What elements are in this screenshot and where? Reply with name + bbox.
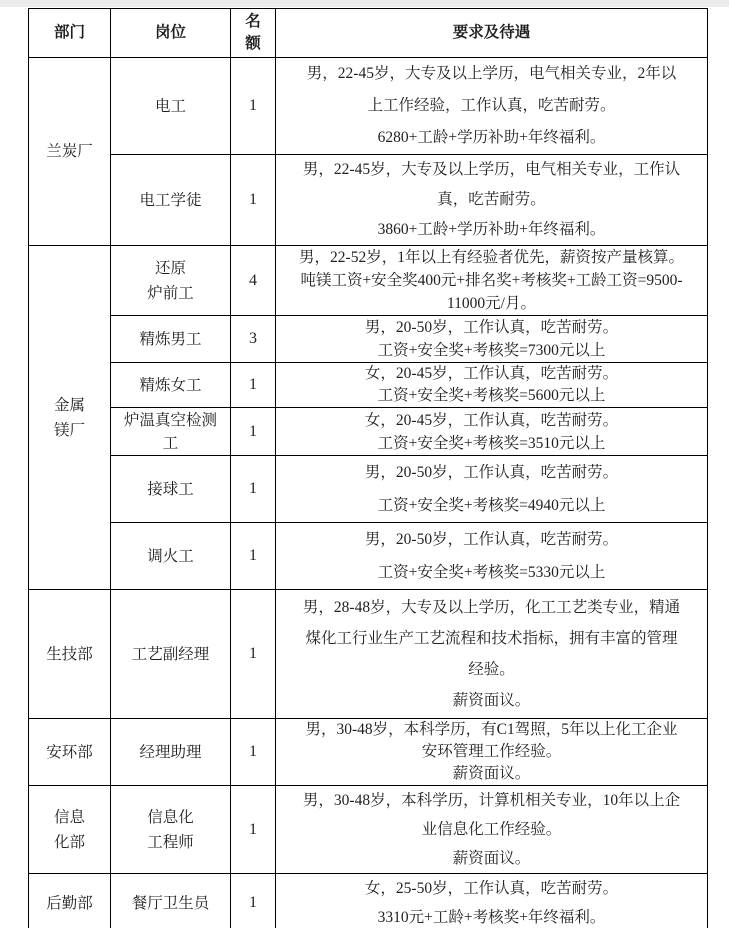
header-quota-label-line: 名 — [245, 13, 261, 30]
table-row — [29, 874, 708, 928]
department-label: 生技部 — [46, 645, 93, 663]
requirements-cell — [276, 408, 708, 456]
requirement-line: 薪资面议。 — [452, 765, 531, 782]
requirement-line: 工资+安全奖+考核奖=5330元以上 — [377, 564, 606, 581]
position-cell — [111, 590, 231, 719]
header-cell-requirements — [276, 9, 708, 58]
requirement-line: 安环管理工作经验。 — [421, 743, 562, 760]
position-label: 餐厅卫生员 — [131, 894, 210, 912]
requirement-line: 男，22-45岁，大专及以上学历，电气相关专业，工作认 — [302, 161, 681, 178]
requirement-line: 11000元/月。 — [447, 295, 536, 312]
position-cell — [111, 246, 231, 316]
department-cell — [29, 874, 111, 928]
department-label: 化部 — [53, 833, 85, 851]
department-label: 镁厂 — [53, 421, 85, 439]
quota-value: 1 — [249, 547, 257, 564]
requirement-line: 吨镁工资+安全奖400元+排名奖+考核奖+工龄工资=9500- — [300, 272, 683, 289]
position-cell — [111, 363, 231, 408]
requirements-cell — [276, 246, 708, 316]
position-cell — [111, 874, 231, 928]
table-row — [29, 786, 708, 874]
requirement-line: 男，20-50岁，工作认真，吃苦耐劳。 — [364, 319, 619, 336]
requirements-cell — [276, 58, 708, 155]
requirement-line: 工资+安全奖+考核奖=4940元以上 — [377, 497, 606, 514]
header-cell-quota — [231, 9, 276, 58]
position-label: 接球工 — [147, 480, 194, 498]
table-row — [29, 456, 708, 523]
position-label: 精炼女工 — [139, 376, 202, 394]
position-label: 工艺副经理 — [131, 645, 210, 663]
requirements-cell — [276, 719, 708, 786]
top-strip — [0, 0, 729, 7]
position-cell — [111, 786, 231, 874]
position-cell — [111, 408, 231, 456]
requirement-line: 女，20-45岁，工作认真，吃苦耐劳。 — [364, 365, 619, 382]
quota-cell — [231, 246, 276, 316]
quota-cell — [231, 408, 276, 456]
quota-cell — [231, 786, 276, 874]
requirement-line: 工资+安全奖+考核奖=5600元以上 — [377, 387, 606, 404]
quota-value: 3 — [249, 330, 257, 347]
requirements-cell — [276, 363, 708, 408]
table-row — [29, 719, 708, 786]
department-cell — [29, 58, 111, 246]
position-cell — [111, 523, 231, 590]
position-label: 精炼男工 — [139, 330, 202, 348]
department-cell — [29, 786, 111, 874]
requirement-line: 男，30-48岁，本科学历，计算机相关专业，10年以上企 — [302, 792, 681, 809]
recruitment-table — [28, 8, 708, 928]
requirement-line: 上工作经验，工作认真，吃苦耐劳。 — [367, 97, 616, 114]
position-label: 工程师 — [147, 833, 194, 851]
position-label: 电工学徒 — [139, 191, 202, 209]
requirement-line: 工资+安全奖+考核奖=3510元以上 — [377, 434, 606, 452]
requirement-line: 男，20-50岁，工作认真，吃苦耐劳。 — [364, 531, 619, 548]
requirement-line: 煤化工行业生产工艺流程和技术指标，拥有丰富的管理 — [305, 630, 678, 647]
requirement-line: 业信息化工作经验。 — [421, 821, 562, 838]
quota-value: 1 — [249, 191, 257, 208]
position-label: 经理助理 — [139, 743, 202, 761]
quota-value: 1 — [249, 97, 257, 114]
position-label: 炉温真空检测 — [123, 411, 217, 429]
table-row — [29, 58, 708, 155]
department-label: 安环部 — [46, 743, 93, 761]
header-cell-position — [111, 9, 231, 58]
header-requirements-label: 要求及待遇 — [452, 24, 531, 41]
table-row — [29, 316, 708, 363]
requirements-cell — [276, 590, 708, 719]
position-cell — [111, 155, 231, 246]
quota-value: 1 — [249, 645, 257, 662]
department-cell — [29, 246, 111, 590]
requirement-line: 6280+工龄+学历补助+年终福利。 — [377, 129, 606, 146]
quota-value: 1 — [249, 894, 257, 911]
table-row — [29, 590, 708, 719]
table-row — [29, 523, 708, 590]
position-label: 信息化 — [147, 808, 194, 826]
quota-cell — [231, 523, 276, 590]
requirement-line: 真，吃苦耐劳。 — [437, 191, 546, 208]
position-cell — [111, 719, 231, 786]
requirement-line: 薪资面议。 — [452, 692, 531, 709]
quota-value: 1 — [249, 480, 257, 497]
requirements-cell — [276, 786, 708, 874]
quota-cell — [231, 363, 276, 408]
header-position-label: 岗位 — [154, 24, 186, 41]
requirement-line: 男，20-50岁，工作认真，吃苦耐劳。 — [364, 464, 619, 481]
quota-cell — [231, 58, 276, 155]
requirement-line: 工资+安全奖+考核奖=7300元以上 — [377, 342, 606, 359]
table-row — [29, 155, 708, 246]
quota-value: 1 — [249, 743, 257, 760]
requirement-line: 女，20-45岁，工作认真，吃苦耐劳。 — [364, 411, 619, 429]
department-label: 后勤部 — [46, 894, 93, 912]
quota-value: 4 — [249, 271, 257, 289]
requirement-line: 男，28-48岁，大专及以上学历，化工工艺类专业，精通 — [302, 599, 681, 616]
position-cell — [111, 58, 231, 155]
header-cell-department — [29, 9, 111, 58]
table-row — [29, 363, 708, 408]
position-cell — [111, 316, 231, 363]
department-cell — [29, 719, 111, 786]
requirement-line: 男，22-45岁，大专及以上学历，电气相关专业，2年以 — [306, 65, 677, 82]
position-label: 还原 — [154, 259, 186, 277]
department-label: 信息 — [53, 808, 85, 826]
quota-value: 1 — [249, 376, 257, 393]
table-header-row — [29, 9, 708, 58]
position-label: 电工 — [154, 97, 186, 115]
requirement-line: 经验。 — [468, 661, 515, 678]
quota-cell — [231, 874, 276, 928]
position-label: 工 — [162, 434, 179, 452]
quota-cell — [231, 155, 276, 246]
requirement-line: 3310元+工龄+考核奖+年终福利。 — [377, 909, 606, 926]
requirement-line: 3860+工龄+学历补助+年终福利。 — [377, 221, 606, 238]
department-label: 金属 — [53, 396, 85, 414]
quota-value: 1 — [249, 422, 257, 440]
quota-value: 1 — [249, 820, 257, 838]
table-row — [29, 408, 708, 456]
quota-cell — [231, 316, 276, 363]
position-label: 炉前工 — [147, 284, 194, 302]
department-cell — [29, 590, 111, 719]
department-label: 兰炭厂 — [46, 143, 93, 160]
requirements-cell — [276, 316, 708, 363]
table-row — [29, 246, 708, 316]
header-department-label: 部门 — [53, 24, 85, 41]
requirements-cell — [276, 456, 708, 523]
requirement-line: 男，22-52岁，1年以上有经验者优先，薪资按产量核算。 — [299, 249, 684, 266]
quota-cell — [231, 719, 276, 786]
requirements-cell — [276, 523, 708, 590]
requirements-cell — [276, 155, 708, 246]
requirement-line: 薪资面议。 — [452, 850, 531, 867]
position-label: 调火工 — [147, 547, 194, 565]
requirement-line: 女，25-50岁，工作认真，吃苦耐劳。 — [364, 880, 619, 897]
position-cell — [111, 456, 231, 523]
requirements-cell — [276, 874, 708, 928]
requirement-line: 男，30-48岁，本科学历，有C1驾照，5年以上化工企业 — [305, 721, 678, 738]
quota-cell — [231, 590, 276, 719]
header-quota-label-line: 额 — [245, 35, 261, 52]
quota-cell — [231, 456, 276, 523]
